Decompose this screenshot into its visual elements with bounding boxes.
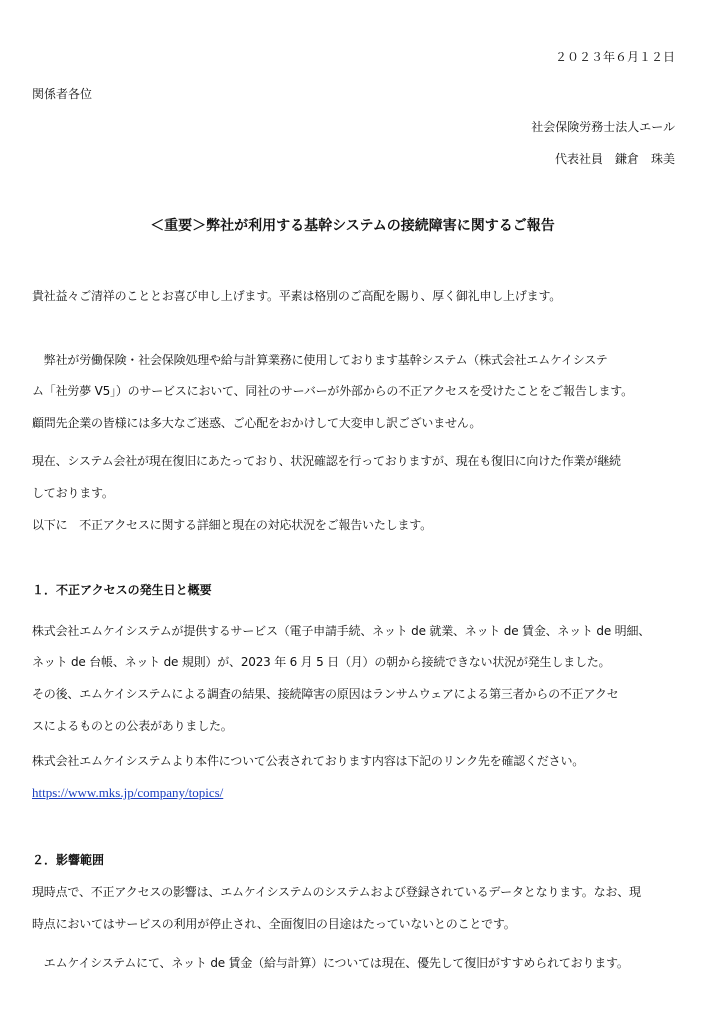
section1-line: 株式会社エムケイシステムが提供するサービス（電子申請手続、ネット de 就業、ネット de 賃金、ネット de 明細、	[32, 624, 651, 638]
document-title: ＜重要＞弊社が利用する基幹システムの接続障害に関するご報告	[150, 218, 555, 234]
section2-heading: ２．影響範囲	[32, 853, 105, 867]
addressee: 関係者各位	[32, 87, 93, 101]
section2-line: 現時点で、不正アクセスの影響は、エムケイシステムのシステムおよび登録されているデータとなります。なお、現	[32, 885, 641, 899]
intro-line: 弊社が労働保険・社会保険処理や給与計算業務に使用しております基幹システム（株式会社エムケイシステ	[32, 353, 608, 367]
section1-line: スによるものとの公表がありました。	[32, 719, 233, 733]
intro-line: 以下に 不正アクセスに関する詳細と現在の対応状況をご報告いたします。	[32, 518, 432, 532]
intro-line: 現在、システム会社が現在復旧にあたっており、状況確認を行っておりますが、現在も復旧に向けた作業が継続	[32, 454, 621, 468]
greeting: 貴社益々ご清祥のこととお喜び申し上げます。平素は格別のご高配を賜り、厚く御礼申し上げます。	[32, 289, 562, 303]
section1-heading: １．不正アクセスの発生日と概要	[32, 583, 212, 597]
section1-line: その後、エムケイシステムによる調査の結果、接続障害の原因はランサムウェアによる第三者からの不正アクセ	[32, 687, 619, 701]
intro-line: しております。	[32, 486, 114, 500]
section2-line: 時点においてはサービスの利用が停止され、全面復旧の目途はたっていないとのことです。	[32, 917, 516, 931]
document-date: ２０２３年６月１２日	[554, 50, 675, 64]
section1-line: ネット de 台帳、ネット de 規則）が、2023 年 6 月 5 日（月）の朝から接続できない状況が発生しました。	[32, 655, 611, 669]
topics-link[interactable]: https://www.mks.jp/company/topics/	[32, 785, 224, 800]
section2-line: エムケイシステムにて、ネット de 賃金（給与計算）については現在、優先して復旧がすすめられております。	[32, 956, 629, 970]
sender-company: 社会保険労務士法人エール	[531, 120, 675, 134]
sender-representative: 代表社員 鎌倉 珠美	[554, 152, 675, 166]
intro-line: 顧問先企業の皆様には多大なご迷惑、ご心配をおかけして大変申し訳ございません。	[32, 416, 482, 430]
section1-line: 株式会社エムケイシステムより本件について公表されております内容は下記のリンク先を確認ください。	[32, 754, 585, 768]
intro-line: ム「社労夢 V5」）のサービスにおいて、同社のサーバーが外部からの不正アクセスを受けたことをご報告します。	[32, 384, 633, 398]
